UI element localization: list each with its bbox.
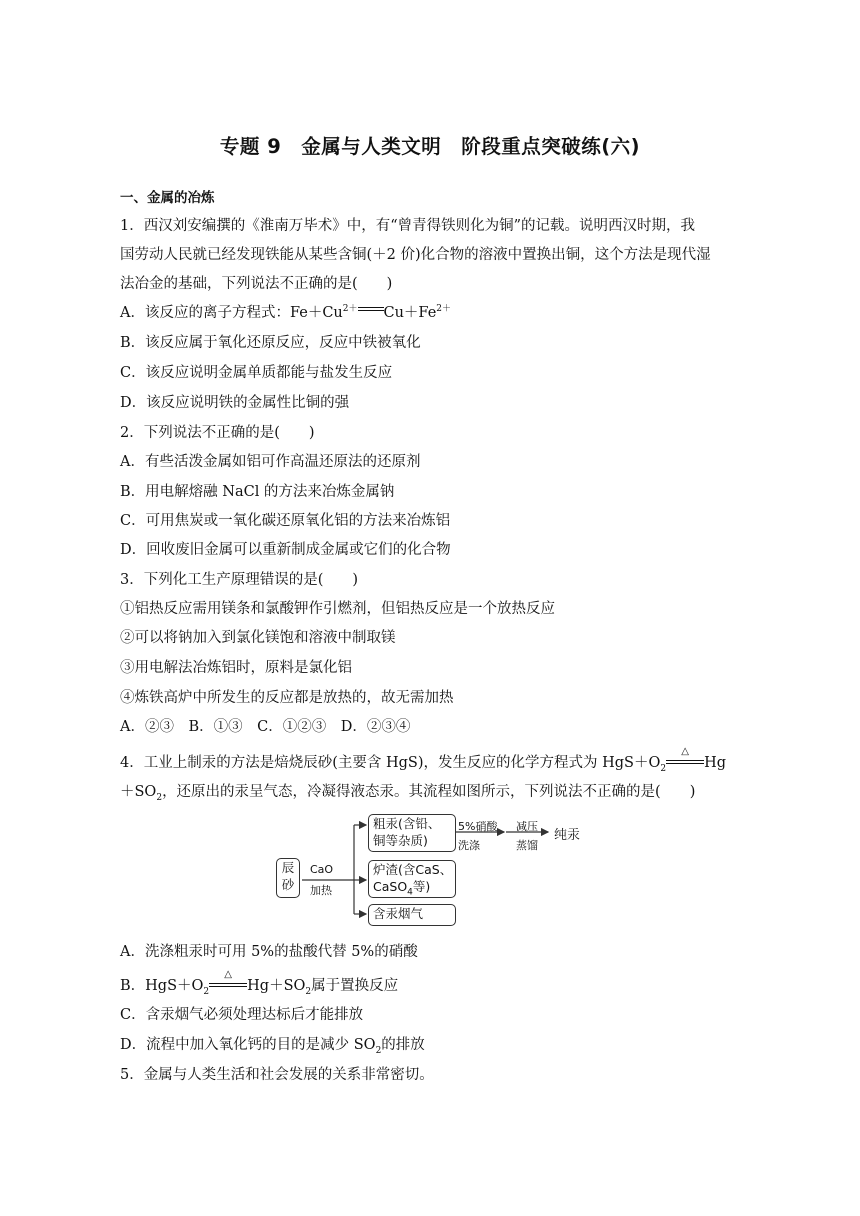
q1-a-charge1: 2＋ — [342, 304, 358, 315]
q4-stem2-post: ，还原出的汞呈气态，冷凝得液态汞。其流程如图所示，下列说法不正确的是( ) — [162, 784, 696, 800]
page-title: 专题 9 金属与人类文明 阶段重点突破练(六) — [219, 135, 641, 158]
q2-stem: 2．下列说法不正确的是( ) — [120, 425, 315, 441]
q4-o2-sub: 2 — [660, 763, 667, 774]
process-flow-diagram — [272, 810, 612, 935]
q1-stem-line3: 法冶金的基础，下列说法不正确的是( ) — [120, 276, 393, 292]
heat-equals-sign: △ — [666, 755, 704, 769]
wash-label: 洗涤 — [458, 839, 480, 852]
q3-statement-3: ③用电解法冶炼铝时，原料是氯化铝 — [120, 660, 352, 676]
q4-option-a: A．洗涤粗汞时可用 5%的盐酸代替 5%的硝酸 — [120, 944, 418, 960]
q2-option-c: C．可用焦炭或一氧化碳还原氧化铝的方法来冶炼铝 — [120, 513, 451, 529]
q1-a-pre: A．该反应的离子方程式：Fe＋Cu — [120, 305, 343, 321]
q2-option-b: B．用电解熔融 NaCl 的方法来冶炼金属钠 — [120, 484, 395, 500]
pure-mercury-label: 纯汞 — [554, 828, 581, 843]
q1-option-a — [120, 303, 451, 323]
equals-sign — [358, 305, 384, 315]
q4-stem-line1 — [120, 746, 727, 774]
q3-statement-2: ②可以将钠加入到氯化镁饱和溶液中制取镁 — [120, 630, 396, 646]
crude-mercury-box: 粗汞(含铅、 铜等杂质) — [368, 814, 456, 852]
q1-stem-line1: 1．西汉刘安编撰的《淮南万毕术》中，有“曾青得铁则化为铜”的记载。说明西汉时期，我 — [120, 218, 696, 234]
q4-stem1-post: Hg — [704, 755, 727, 771]
heat-equals-sign: △ — [209, 978, 247, 992]
cinnabar-box: 辰 砂 — [276, 858, 300, 898]
q4-so2-sub: 2 — [156, 792, 163, 803]
q2-option-d: D．回收废旧金属可以重新制成金属或它们的化合物 — [120, 542, 451, 558]
q3-stem: 3．下列化工生产原理错误的是( ) — [120, 572, 359, 588]
q4-stem1-pre: 4．工业上制汞的方法是焙烧辰砂(主要含 HgS)，发生反应的化学方程式为 HgS＋O — [120, 755, 661, 771]
section-heading: 一、金属的冶炼 — [120, 190, 215, 206]
heat-label: 加热 — [310, 884, 332, 897]
q4-option-d: D．流程中加入氧化钙的目的是减少 $SO_2$的排放 — [120, 1037, 425, 1056]
q1-option-c: C．该反应说明金属单质都能与盐发生反应 — [120, 365, 393, 381]
slag-box: 炉渣(含CaS、 CaSO$_4$等) — [368, 860, 456, 898]
q1-option-b: B．该反应属于氧化还原反应，反应中铁被氧化 — [120, 335, 421, 351]
q4-stem2-pre: ＋SO — [120, 784, 157, 800]
vacuum-label: 减压 — [516, 820, 538, 833]
q1-a-charge2: 2＋ — [436, 304, 452, 315]
q4-option-c: C．含汞烟气必须处理达标后才能排放 — [120, 1007, 364, 1023]
q4-stem-line2 — [120, 782, 695, 802]
distill-label: 蒸馏 — [516, 839, 538, 852]
q1-stem-line2: 国劳动人民就已经发现铁能从某些含铜(＋2 价)化合物的溶液中置换出铜，这个方法是现代湿 — [120, 247, 711, 263]
q3-statement-1: ①铝热反应需用镁条和氯酸钾作引燃剂，但铝热反应是一个放热反应 — [120, 601, 555, 617]
q3-options: A．②③ B．①③ C．①②③ D．②③④ — [120, 719, 411, 735]
q5-stem: 5．金属与人类生活和社会发展的关系非常密切。 — [120, 1067, 434, 1083]
q1-a-mid: Cu＋Fe — [383, 305, 437, 321]
nitric-acid-label: 5%硝酸 — [458, 820, 498, 833]
cao-label: CaO — [310, 863, 334, 876]
mercury-smoke-box: 含汞烟气 — [368, 904, 456, 926]
q1-option-d: D．该反应说明铁的金属性比铜的强 — [120, 395, 350, 411]
q3-statement-4: ④炼铁高炉中所发生的反应都是放热的，故无需加热 — [120, 690, 454, 706]
q4-option-b: B．$HgS+O_2$ △ $Hg+SO_2$属于置换反应 — [120, 969, 399, 997]
q2-option-a: A．有些活泼金属如铝可作高温还原法的还原剂 — [120, 454, 421, 470]
